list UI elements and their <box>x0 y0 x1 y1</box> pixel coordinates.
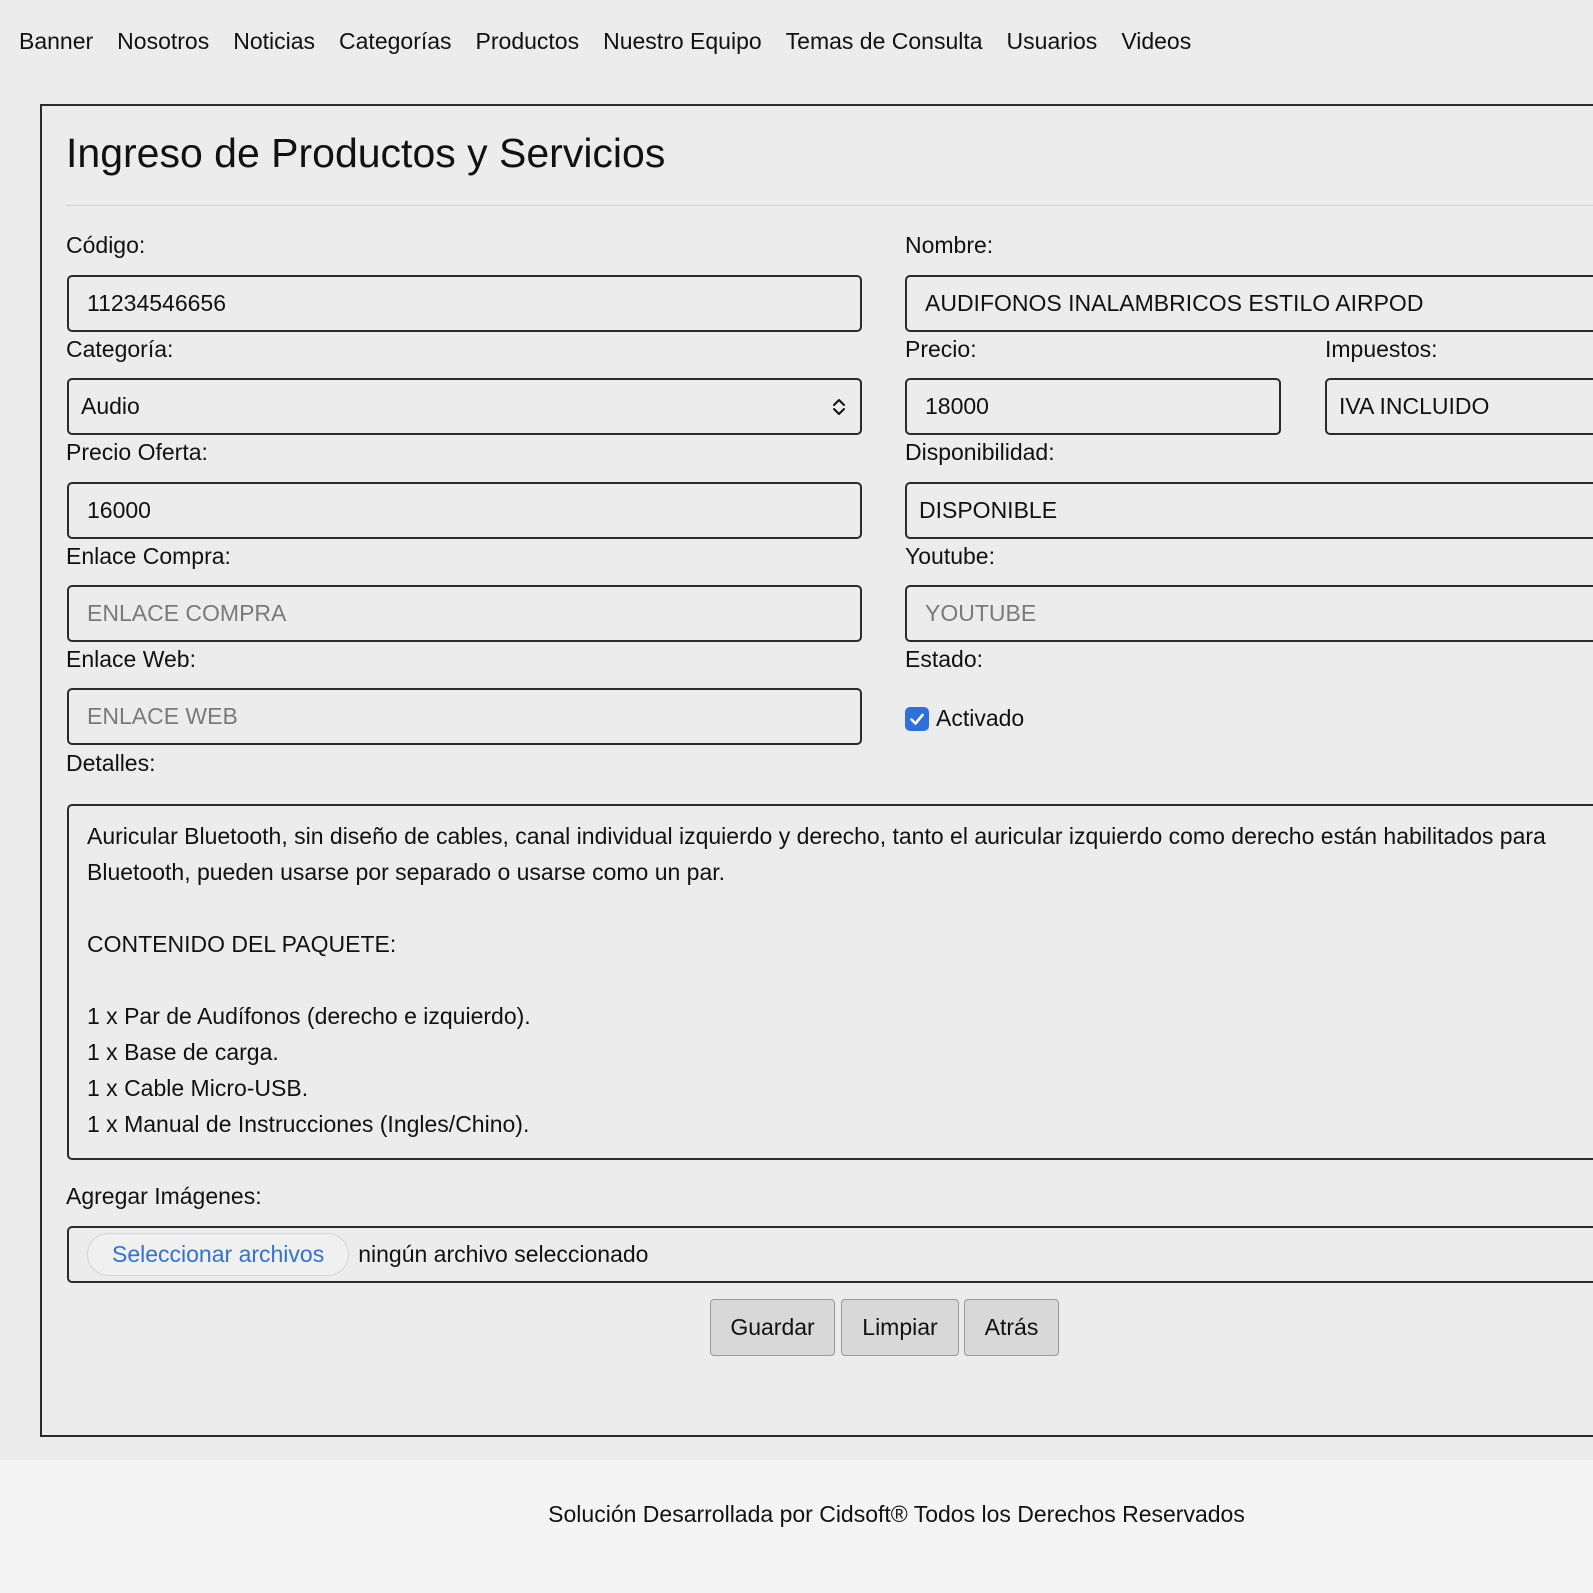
nav-item-noticias[interactable]: Noticias <box>233 27 316 54</box>
product-form-panel <box>40 104 1593 1437</box>
codigo-label: Código: <box>66 232 146 258</box>
codigo-input[interactable] <box>67 275 862 332</box>
select-files-button[interactable]: Seleccionar archivos <box>87 1233 349 1276</box>
nav-item-banner[interactable]: Banner <box>19 27 94 54</box>
guardar-button[interactable]: Guardar <box>710 1299 835 1356</box>
impuestos-label: Impuestos: <box>1325 336 1438 362</box>
disponibilidad-select[interactable] <box>905 482 1593 539</box>
detalles-label: Detalles: <box>66 750 156 776</box>
precio-input[interactable] <box>905 378 1281 435</box>
footer-text: Solución Desarrollada por Cidsoft® Todos los Derechos Reservados <box>548 1501 1245 1527</box>
impuestos-input[interactable] <box>1325 378 1593 435</box>
estado-label: Estado: <box>905 646 983 672</box>
activado-checkbox[interactable] <box>905 707 929 731</box>
imagenes-label: Agregar Imágenes: <box>66 1183 262 1209</box>
detalles-line: 1 x Cable Micro-USB. <box>87 1075 309 1101</box>
activado-label: Activado <box>936 705 1025 731</box>
nav-item-videos[interactable]: Videos <box>1121 27 1192 54</box>
disponibilidad-selected-value: DISPONIBLE <box>919 497 1058 523</box>
nav-item-usuarios[interactable]: Usuarios <box>1006 27 1098 54</box>
nav-item-temas-de-consulta[interactable]: Temas de Consulta <box>785 27 983 54</box>
precio-oferta-label: Precio Oferta: <box>66 439 208 465</box>
nav-item-nosotros[interactable]: Nosotros <box>117 27 210 54</box>
nombre-input[interactable] <box>905 275 1593 332</box>
detalles-line: 1 x Par de Audífonos (derecho e izquierdo). <box>87 1003 531 1029</box>
nav-item-categorias[interactable]: Categorías <box>339 27 452 54</box>
detalles-line <box>87 962 1593 998</box>
nav-item-nuestro-equipo[interactable]: Nuestro Equipo <box>603 27 762 54</box>
disponibilidad-label: Disponibilidad: <box>905 439 1055 465</box>
detalles-textarea[interactable] <box>67 804 1593 1160</box>
enlace-web-input[interactable] <box>67 688 862 745</box>
atras-button[interactable]: Atrás <box>964 1299 1059 1356</box>
limpiar-button[interactable]: Limpiar <box>841 1299 959 1356</box>
precio-label: Precio: <box>905 336 977 362</box>
file-status-text: ningún archivo seleccionado <box>358 1241 649 1267</box>
detalles-line: 1 x Manual de Instrucciones (Ingles/Chino). <box>87 1111 530 1137</box>
nombre-label: Nombre: <box>905 232 994 258</box>
precio-oferta-input[interactable] <box>67 482 862 539</box>
categoria-select[interactable] <box>67 378 862 435</box>
detalles-line: CONTENIDO DEL PAQUETE: <box>87 931 397 957</box>
file-input <box>67 1226 1593 1283</box>
footer <box>0 1460 1593 1593</box>
detalles-line: 1 x Base de carga. <box>87 1039 279 1065</box>
enlace-web-label: Enlace Web: <box>66 646 196 672</box>
nav-item-productos[interactable]: Productos <box>475 27 580 54</box>
detalles-line: Auricular Bluetooth, sin diseño de cables, canal individual izquierdo y derecho, tanto el auricular izquierdo como derecho están habilitados para <box>87 823 1546 849</box>
detalles-line <box>87 890 1593 926</box>
top-navigation <box>19 24 1215 58</box>
enlace-compra-input[interactable] <box>67 585 862 642</box>
estado-checkbox-group <box>905 705 1024 732</box>
youtube-label: Youtube: <box>905 543 995 569</box>
page-title: Ingreso de Productos y Servicios <box>66 130 666 176</box>
youtube-input[interactable] <box>905 585 1593 642</box>
detalles-line: Bluetooth, pueden usarse por separado o usarse como un par. <box>87 859 726 885</box>
updown-chevron-icon <box>828 396 850 418</box>
checkmark-icon <box>908 710 926 728</box>
enlace-compra-label: Enlace Compra: <box>66 543 231 569</box>
title-divider <box>66 205 1593 206</box>
categoria-selected-value: Audio <box>81 393 140 419</box>
categoria-label: Categoría: <box>66 336 174 362</box>
